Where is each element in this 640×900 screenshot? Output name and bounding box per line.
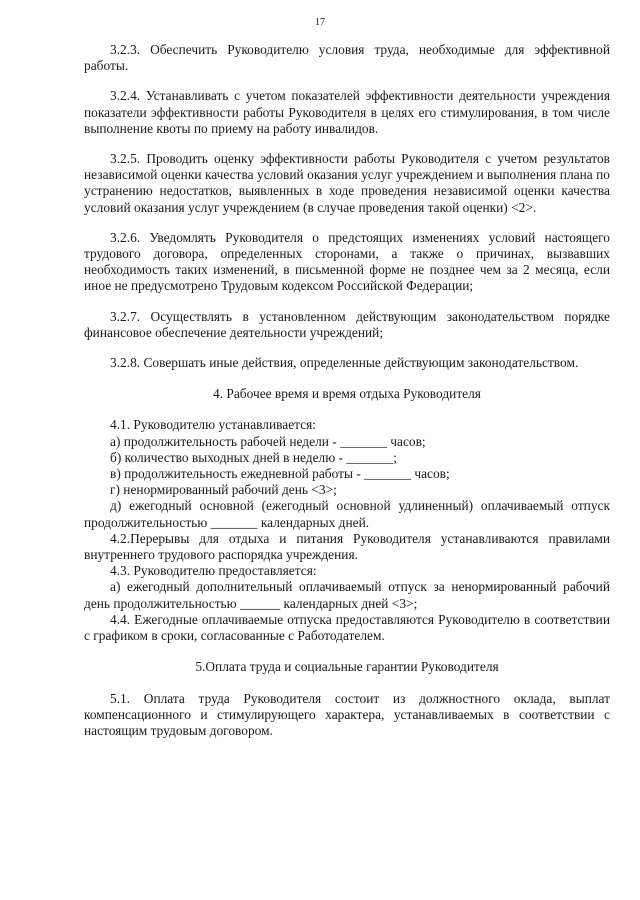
paragraph-3-2-4: 3.2.4. Устанавливать с учетом показателей эффективности деятельности учреждения показатели эффективности работы Руководителя в целях его стимулирования, в том числе выполнение квоты по приему на работу инвалидов. (84, 88, 610, 136)
paragraph-3-2-5: 3.2.5. Проводить оценку эффективности работы Руководителя с учетом результатов независимой оценки качества условий оказания услуг учреждением и выполнения плана по устранению недостатков, выявленных в ходе проведения независимой оценки качества условий оказания услуг учреждением (в случае проведения такой оценки) <2>. (84, 151, 610, 215)
paragraph-3-2-3: 3.2.3. Обеспечить Руководителю условия труда, необходимые для эффективной работы. (84, 42, 610, 74)
paragraph-4-4: 4.4. Ежегодные оплачиваемые отпуска предоставляются Руководителю в соответствии с графиком в сроки, согласованные с Работодателем. (84, 611, 610, 644)
list-item-4-1-v: в) продолжительность ежедневной работы - _______ часов; (110, 466, 450, 482)
list-item-4-1-g: г) ненормированный рабочий день <3>; (110, 482, 337, 498)
section-5-title: 5.Оплата труда и социальные гарантии Руководителя (195, 659, 499, 675)
paragraph-4-3: 4.3. Руководителю предоставляется: (110, 563, 317, 579)
paragraph-3-2-7: 3.2.7. Осуществлять в установленном действующим законодательством порядке финансовое обеспечение деятельности учреждений; (84, 308, 610, 340)
paragraph-3-2-8: 3.2.8. Совершать иные действия, определенные действующим законодательством. (110, 355, 579, 371)
list-item-4-1-d: д) ежегодный основной (ежегодный основной удлиненный) оплачиваемый отпуск продолжительностью _______ календарных дней. (84, 498, 610, 530)
section-4-title: 4. Рабочее время и время отдыха Руководителя (213, 386, 481, 402)
paragraph-5-1: 5.1. Оплата труда Руководителя состоит из должностного оклада, выплат компенсационного и стимулирующего характера, устанавливаемых в соответствии с настоящим трудовым договором. (84, 690, 610, 738)
paragraph-3-2-6: 3.2.6. Уведомлять Руководителя о предстоящих изменениях условий настоящего трудового договора, определенных сторонами, а также о причинах, вызвавших необходимость таких изменений, в письменной форме не позднее чем за 2 месяца, если иное не предусмотрено Трудовым кодексом Российской Федерации; (84, 229, 610, 294)
list-item-4-1-b: б) количество выходных дней в неделю - _______; (110, 449, 397, 465)
list-item-4-3-a: а) ежегодный дополнительный оплачиваемый отпуск за ненормированный рабочий день продолжительностью ______ календарных дней <3>; (84, 579, 610, 611)
paragraph-4-2: 4.2.Перерывы для отдыха и питания Руководителя устанавливаются правилами внутреннего трудового распорядка учреждения. (84, 530, 610, 563)
paragraph-4-1: 4.1. Руководителю устанавливается: (110, 417, 317, 433)
page-number: 17 (315, 17, 325, 28)
list-item-4-1-a: а) продолжительность рабочей недели - _______ часов; (110, 433, 426, 449)
document-body (84, 42, 610, 739)
